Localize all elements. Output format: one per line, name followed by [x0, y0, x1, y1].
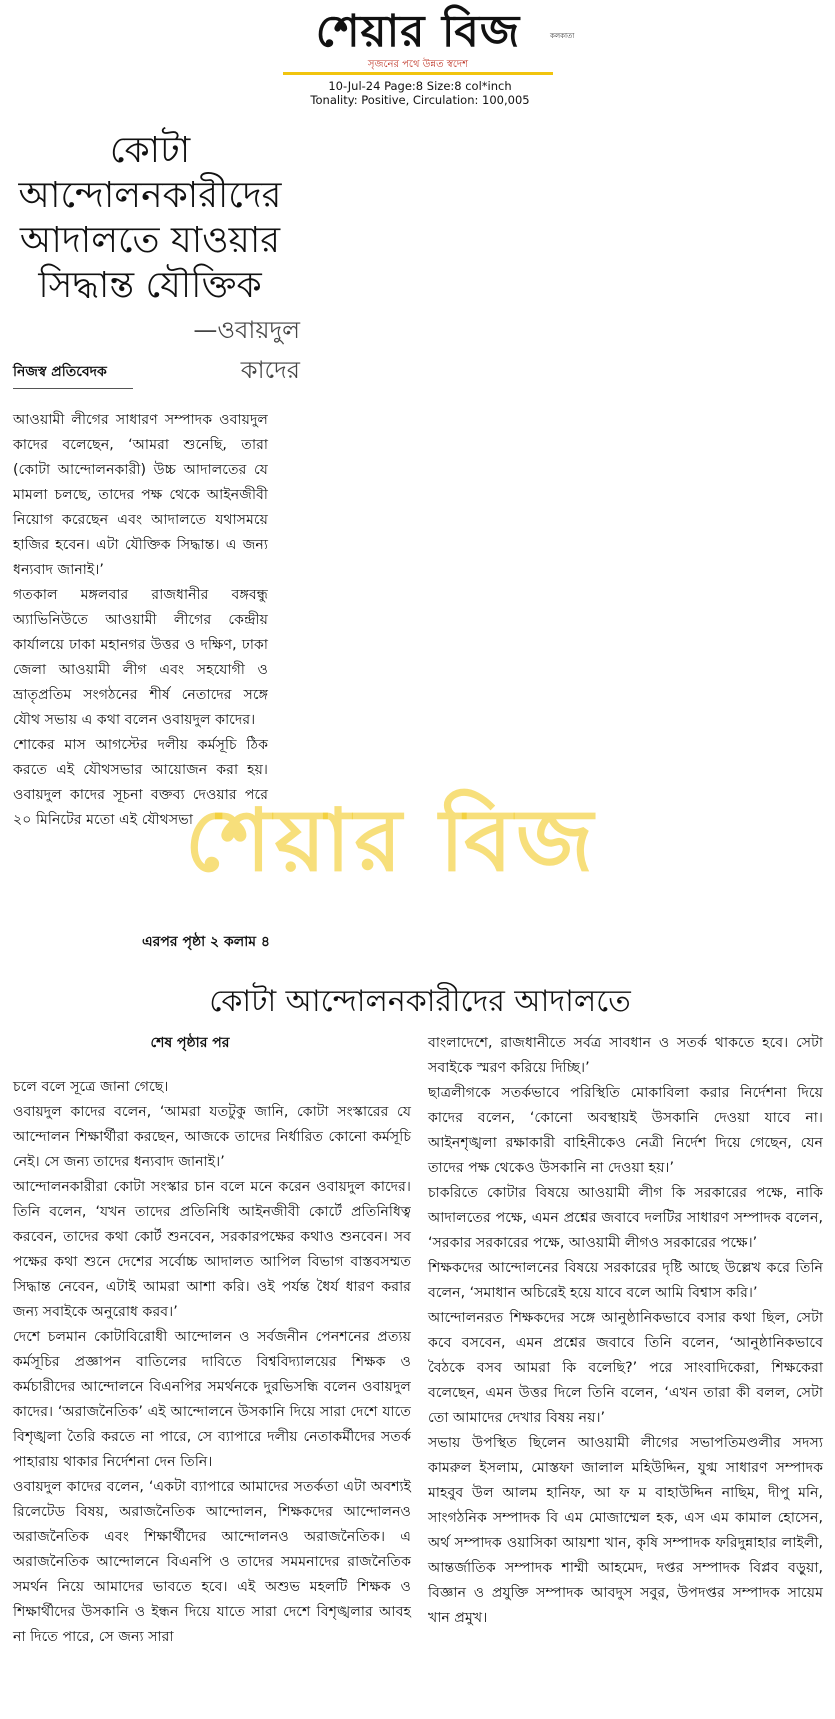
watermark-logo: শেয়ার বিজ: [185, 790, 598, 891]
article-column-1: [13, 408, 268, 833]
masthead-rule: [283, 72, 553, 75]
headline-line: আন্দোলনকারীদের: [18, 175, 282, 216]
continuation-column-2: [428, 1031, 823, 1631]
byline-divider: [13, 388, 133, 389]
headline-line: আদালতে যাওয়ার: [19, 220, 281, 261]
newspaper-logo: শেয়ার বিজ: [315, 6, 521, 57]
paragraph: ছাত্রলীগকে সতর্কভাবে পরিস্থিতি মোকাবিলা করার নির্দেশনা দিয়ে কাদের বলেন, ‘কোনো অবস্থায়ই উসকানি দেওয়া যাবে না। আইনশৃঙ্খলা রক্ষাকারী বাহিনীকেও নেত্রী নির্দেশ দিয়ে গেছেন, যেন তাদের পক্ষ থেকেও উসকানি না দেওয়া হয়।’: [428, 1085, 823, 1176]
continuation-column-1: [13, 1075, 411, 1650]
newspaper-tagline: সৃজনের পথে উন্নত স্বদেশ: [367, 59, 469, 70]
headline-line: কোটা: [109, 130, 191, 171]
byline: নিজস্ব প্রতিবেদক: [13, 364, 107, 380]
clipping-meta-date: 10-Jul-24 Page:8 Size:8 col*inch: [328, 79, 512, 93]
paragraph: সভায় উপস্থিত ছিলেন আওয়ামী লীগের সভাপতিমণ্ডলীর সদস্য কামরুল ইসলাম, মোস্তফা জালাল মহিউদ্দিন, যুগ্ম সাধারণ সম্পাদক মাহবুব উল আলম হানিফ, আ ফ ম বাহাউদ্দিন নাছিম, দীপু মনি, সাংগঠনিক সম্পাদক বি এম মোজাম্মেল হক, এস এম কামাল হোসেন, অর্থ সম্পাদক ওয়াসিকা আয়শা খান, কৃষি সম্পাদক ফরিদুন্নাহার লাইলী, আন্তর্জাতিক সম্পাদক শাম্মী আহমেদ, দপ্তর সম্পাদক বিপ্লব বড়ুয়া, বিজ্ঞান ও প্রযুক্তি সম্পাদক আবদুস সবুর, উপদপ্তর সম্পাদক সায়েম খান প্রমুখ।: [428, 1435, 823, 1626]
paragraph: ওবায়দুল কাদের বলেন, ‘একটা ব্যাপারে আমাদের সতর্কতা এটা অবশ্যই রিলেটেড বিষয়, অরাজনৈতিক আন্দোলন, শিক্ষকদের আন্দোলনও অরাজনৈতিক এবং শিক্ষার্থীদের আন্দোলনও অরাজনৈতিক। এ অরাজনৈতিক আন্দোলনে বিএনপি ও তাদের সমমনাদের রাজনৈতিক সমর্থন নিয়ে আমাদের ভাবতে হবে। এই অশুভ মহলটি শিক্ষক ও শিক্ষার্থীদের উসকানি ও ইন্ধন দিয়ে যাতে সারা দেশে বিশৃঙ্খলার আবহ না দিতে পারে, সে জন্য সারা: [13, 1479, 411, 1645]
paragraph: আন্দোলনরত শিক্ষকদের সঙ্গে আনুষ্ঠানিকভাবে বসার কথা ছিল, সেটা কবে বসবেন, এমন প্রশ্নের জবাবে তিনি বলেন, ‘আনুষ্ঠানিকভাবে বৈঠকে বসব আমরা কি বলেছি?’ পরে সাংবাদিকেরা, শিক্ষকেরা বলেছেন, এমন উত্তর দিলে তিনি বলেন, ‘এখন তারা কী বলল, সেটা তো আমাদের দেখার বিষয় নয়।’: [428, 1310, 823, 1426]
paragraph: শোকের মাস আগস্টের দলীয় কর্মসূচি ঠিক করতে এই যৌথসভার আয়োজন করা হয়। ওবায়দুল কাদের সূচনা বক্তব্য দেওয়ার পরে ২০ মিনিটের মতো এই যৌথসভা: [13, 737, 268, 828]
clipping-meta-tonality: Tonality: Positive, Circulation: 100,005: [310, 93, 530, 107]
continuation-label: শেষ পৃষ্ঠার পর: [150, 1035, 230, 1051]
paragraph: বাংলাদেশে, রাজধানীতে সর্বত্র সাবধান ও সতর্ক থাকতে হবে। সেটা সবাইকে স্মরণ করিয়ে দিচ্ছি।’: [428, 1035, 823, 1076]
article-headline: [0, 128, 300, 308]
headline-line: সিদ্ধান্ত যৌক্তিক: [38, 265, 262, 306]
paragraph: চলে বলে সূত্রে জানা গেছে।: [13, 1079, 169, 1095]
paragraph: ওবায়দুল কাদের বলেন, ‘আমরা যতটুকু জানি, কোটা সংস্কারের যে আন্দোলন শিক্ষার্থীরা করছেন, আজকে তাদের নির্ধারিত কোনো কর্মসূচি নেই। সে জন্য তাদের ধন্যবাদ জানাই।’: [13, 1104, 411, 1170]
paragraph: আন্দোলনকারীরা কোটা সংস্কার চান বলে মনে করেন ওবায়দুল কাদের। তিনি বলেন, ‘যখন তাদের প্রতিনিধি আইনজীবী কোর্টে প্রতিনিধিত্ব করবেন, তাদের কথা কোর্ট শুনবেন, সরকারপক্ষের কথাও শুনবেন। সব পক্ষের কথা শুনে দেশের সর্বোচ্চ আদালত আপিল বিভাগ বাস্তবসম্মত সিদ্ধান্ত নেবেন, এটাই আমরা আশা করি। ওই পর্যন্ত ধৈর্য ধারণ করার জন্য সবাইকে অনুরোধ করব।’: [13, 1179, 411, 1320]
headline-attribution: —ওবায়দুল কাদের: [193, 316, 300, 384]
paragraph: আওয়ামী লীগের সাধারণ সম্পাদক ওবায়দুল কাদের বলেছেন, ‘আমরা শুনেছি, তারা (কোটা আন্দোলনকারী) উচ্চ আদালতের যে মামলা চলছে, তাদের পক্ষ থেকে আইনজীবী নিয়োগ করেছেন এবং আদালতে যথাসময়ে হাজির হবেন। এটা যৌক্তিক সিদ্ধান্ত। এ জন্য ধন্যবাদ জানাই।’: [13, 412, 268, 578]
paragraph: গতকাল মঙ্গলবার রাজধানীর বঙ্গবন্ধু অ্যাভিনিউতে আওয়ামী লীগের কেন্দ্রীয় কার্যালয়ে ঢাকা মহানগর উত্তর ও দক্ষিণ, ঢাকা জেলা আওয়ামী লীগ এবং সহযোগী ও ভ্রাতৃপ্রতিম সংগঠনের শীর্ষ নেতাদের সঙ্গে যৌথ সভায় এ কথা বলেন ওবায়দুল কাদের।: [13, 587, 268, 728]
continuation-headline: কোটা আন্দোলনকারীদের আদালতে: [209, 984, 631, 1019]
masthead: [0, 0, 835, 108]
logo-location: কলকাতা: [550, 32, 575, 40]
paragraph: দেশে চলমান কোটাবিরোধী আন্দোলন ও সর্বজনীন পেনশনের প্রত্যয় কর্মসূচির প্রজ্ঞাপন বাতিলের দাবিতে বিশ্ববিদ্যালয়ের শিক্ষক ও কর্মচারীদের আন্দোলনে বিএনপির সমর্থনকে দুরভিসন্ধি বলেন ওবায়দুল কাদের। ‘অরাজনৈতিক’ এই আন্দোলনে উসকানি দিয়ে সারা দেশে যাতে বিশৃঙ্খলা তৈরি করতে না পারে, সে ব্যাপারে দলীয় নেতাকর্মীদের সতর্ক পাহারায় থাকার নির্দেশনা দেন তিনি।: [13, 1329, 411, 1470]
continued-note: এরপর পৃষ্ঠা ২ কলাম ৪: [142, 934, 270, 950]
paragraph: শিক্ষকদের আন্দোলনের বিষয়ে সরকারের দৃষ্টি আছে উল্লেখ করে তিনি বলেন, ‘সমাধান অচিরেই হয়ে যাবে বলে আমি বিশ্বাস করি।’: [428, 1260, 823, 1301]
paragraph: চাকরিতে কোটার বিষয়ে আওয়ামী লীগ কি সরকারের পক্ষে, নাকি আদালতের পক্ষে, এমন প্রশ্নের জবাবে দলটির সাধারণ সম্পাদক বলেন, ‘সরকার সরকারের পক্ষে, আওয়ামী লীগও সরকারের পক্ষে।’: [428, 1185, 823, 1251]
